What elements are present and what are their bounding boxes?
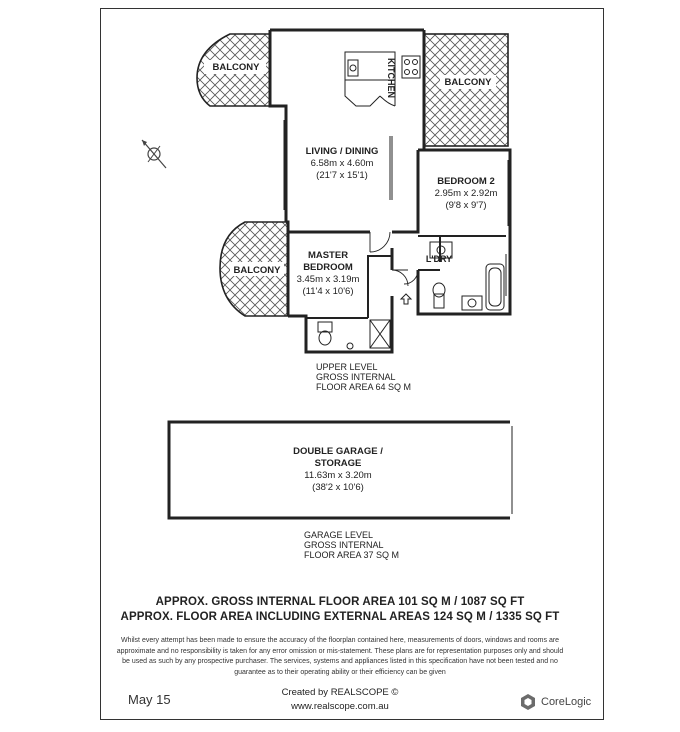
plan-date: May 15 [128,692,171,707]
living-dining-label: LIVING / DINING [305,146,379,157]
corelogic-logo-text: CoreLogic [541,696,592,708]
master-label-line2: BEDROOM [303,262,353,273]
bedroom2-label: BEDROOM 2 [437,176,495,187]
garage-level-line2: GROSS INTERNAL [304,540,384,550]
total-internal-area: APPROX. GROSS INTERNAL FLOOR AREA 101 SQ M / 1087 SQ FT [155,596,525,608]
doors [370,232,418,286]
garage-metric: 11.63m x 3.20m [304,470,372,481]
master-ensuite-fittings [318,320,390,349]
disclaimer-text: Whilst every attempt has been made to ensure the accuracy of the floorplan contained here, measurements of doors, windows and rooms are approximate and no responsibility is taken for any error omission or mis-statement. These plans are for representation purposes only and should be used as such by any prospective purchaser. The services, systems and appliances listed in this specification have not been tested and no guarantee as to their operating ability or their efficiency can be given [116,637,564,676]
bedroom2-imperial: (9'8 x 9'7) [445,200,487,211]
garage-level-line1: GARAGE LEVEL [304,530,374,540]
total-external-area: APPROX. FLOOR AREA INCLUDING EXTERNAL AREAS 124 SQ M / 1335 SQ FT [120,611,560,623]
master-metric: 3.45m x 3.19m [296,274,360,285]
corelogic-logo [519,693,591,711]
balcony-upper-right [424,34,508,146]
living-dining-imperial: (21'7 x 15'1) [316,170,368,181]
upper-level-line3: FLOOR AREA 64 SQ M [316,382,412,392]
master-label-line1: MASTER [307,250,349,261]
kitchen-fittings [345,52,420,106]
balcony-upper-left-label: BALCONY [212,62,260,73]
created-by-credit: Created by REALSCOPE © [281,687,399,698]
garage-label-line2: STORAGE [314,458,362,469]
master-imperial: (11'4 x 10'6) [302,286,354,297]
garage-level-plan [169,422,512,560]
balcony-lower-left-label: BALCONY [233,265,281,276]
garage-label-line1: DOUBLE GARAGE / [293,446,383,457]
garage-level-line3: FLOOR AREA 37 SQ M [304,550,400,560]
kitchen-label: KITCHEN [386,58,396,98]
balcony-upper-right-label: BALCONY [444,77,492,88]
bedroom2-metric: 2.95m x 2.92m [434,188,498,199]
upper-level-plan [197,30,510,392]
entry-arrow-icon [401,294,411,304]
living-dining-metric: 6.58m x 4.60m [310,158,374,169]
upper-level-line1: UPPER LEVEL [316,362,378,372]
bathroom-fittings [430,242,504,310]
garage-imperial: (38'2 x 10'6) [312,482,364,493]
upper-level-line2: GROSS INTERNAL [316,372,396,382]
corelogic-logo-icon [519,693,537,711]
laundry-label: L'DRY [425,254,453,264]
credit-url: www.realscope.com.au [291,701,389,712]
compass-icon [142,140,166,168]
